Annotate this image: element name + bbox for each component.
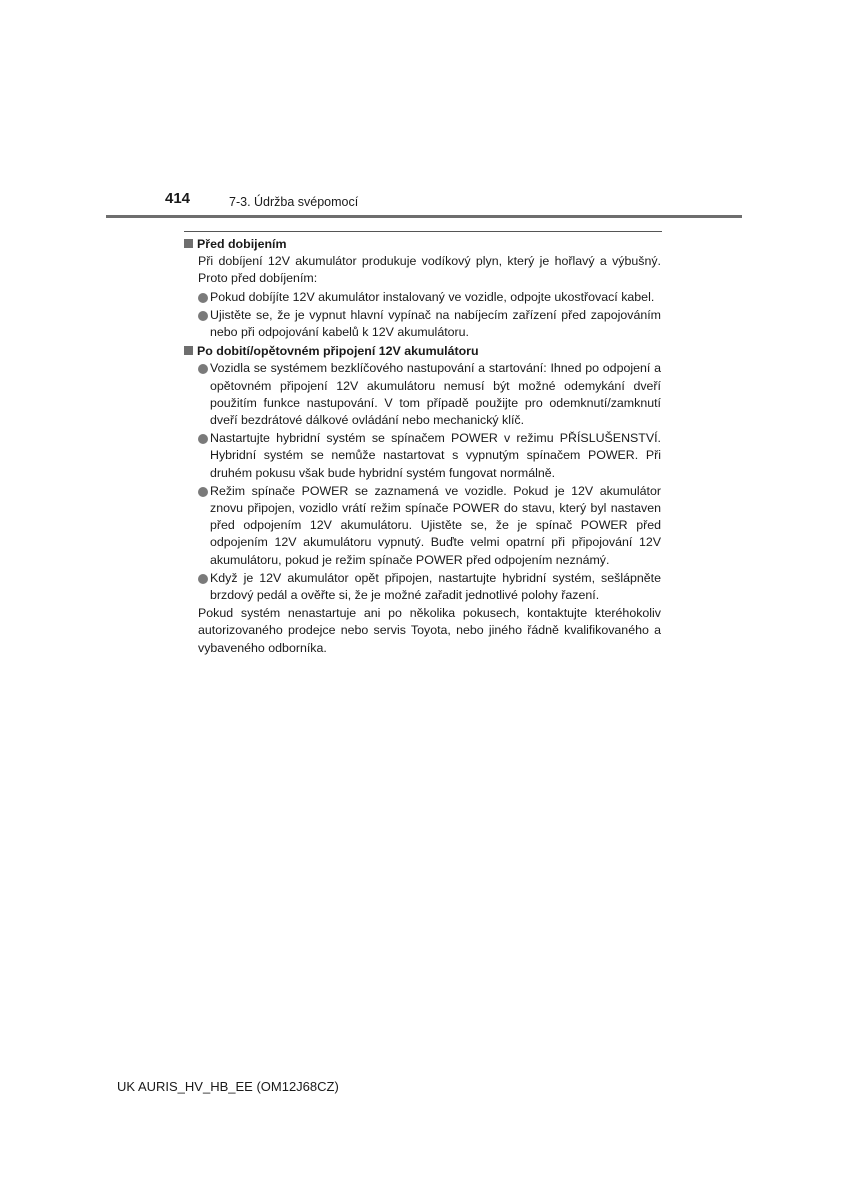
circle-bullet-icon — [198, 293, 208, 303]
section-heading — [184, 236, 661, 253]
footer-code: UK AURIS_HV_HB_EE (OM12J68CZ) — [117, 1079, 339, 1094]
list-item-text: Ujistěte se, že je vypnut hlavní vypínač na nabíjecím zařízení před zapojováním nebo při odpojování kabelů k 12V akumulátoru. — [210, 307, 661, 340]
section-title: 7-3. Údržba svépomocí — [229, 195, 359, 209]
list-item — [198, 289, 661, 306]
list-item — [198, 360, 661, 429]
circle-bullet-icon — [198, 364, 208, 374]
list-item-text: Vozidla se systémem bezklíčového nastupování a startování: Ihned po odpojení a opětovném připojení 12V akumulátoru nemusí být možné odemykání dveří použitím funkce nastupování. V tom případě použijte pro odemknutí/zamknutí dveří bezdrátové dálkové ovládání nebo mechanický klíč. — [210, 361, 661, 428]
header-rule — [106, 215, 742, 218]
paragraph: Při dobíjení 12V akumulátor produkuje vodíkový plyn, který je hořlavý a výbušný. Proto před dobíjením: — [198, 254, 661, 286]
list-item-text: Pokud dobíjíte 12V akumulátor instalovaný ve vozidle, odpojte ukostřovací kabel. — [210, 289, 655, 304]
closing-paragraph: Pokud systém nenastartuje ani po několika pokusech, kontaktujte kteréhokoliv autorizovaného prodejce nebo servis Toyota, nebo jiného řádně kvalifikovaného a vybaveného odborníka. — [198, 606, 661, 655]
content-rule — [184, 231, 662, 232]
list-item-text: Nastartujte hybridní systém se spínačem POWER v režimu PŘÍSLUŠENSTVÍ. Hybridní systém se nemůže nastartovat s vypnutým spínačem POWER. Při druhém pokusu však bude hybridní systém fungovat normálně. — [210, 431, 661, 480]
section-heading — [184, 343, 661, 360]
square-bullet-icon — [184, 346, 193, 355]
circle-bullet-icon — [198, 311, 208, 321]
page-number: 414 — [165, 190, 191, 207]
list-item — [198, 430, 661, 482]
square-bullet-icon — [184, 239, 193, 248]
circle-bullet-icon — [198, 574, 208, 584]
heading-text: Po dobití/opětovném připojení 12V akumulátoru — [197, 344, 479, 359]
list-item-text: Režim spínače POWER se zaznamená ve vozidle. Pokud je 12V akumulátor znovu připojen, vozidlo vrátí režim spínače POWER do stavu, který byl nastaven před odpojením 12V akumulátoru. Ujistěte se, že je spínač POWER před odpojením 12V akumulátoru vypnutý. Buďte velmi opatrní při připojování 12V akumulátoru, pokud je režim spínače POWER před odpojením neznámý. — [210, 483, 661, 567]
circle-bullet-icon — [198, 487, 208, 497]
list-item — [198, 483, 661, 569]
list-item-text: Když je 12V akumulátor opět připojen, nastartujte hybridní systém, sešlápněte brzdový pedál a ověřte si, že je možné zařadit jednotlivé polohy řazení. — [210, 570, 661, 603]
heading-text: Před dobijením — [197, 237, 287, 251]
content-body — [184, 236, 661, 658]
circle-bullet-icon — [198, 434, 208, 444]
list-item — [198, 307, 661, 341]
list-item — [198, 570, 661, 604]
